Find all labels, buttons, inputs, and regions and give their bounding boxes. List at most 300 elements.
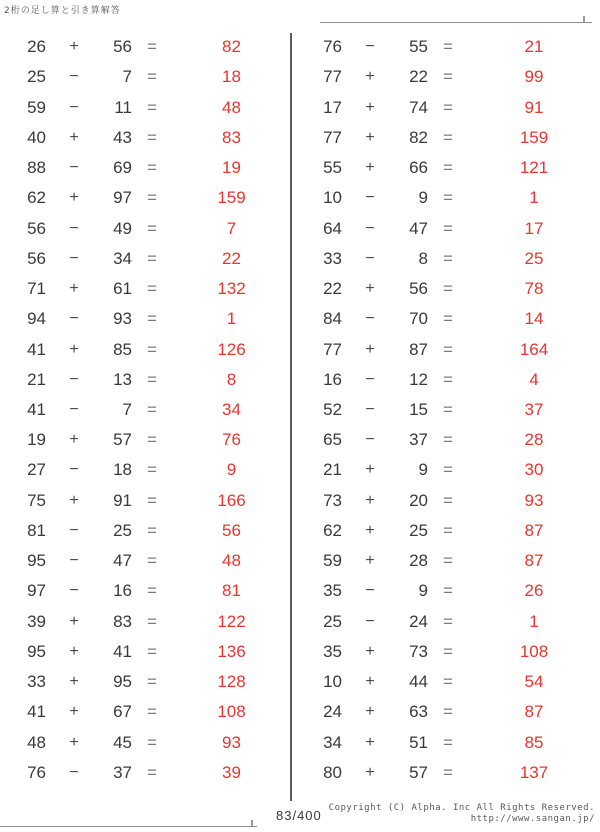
operator: − (69, 219, 79, 237)
operand-a: 59 (27, 97, 46, 117)
operator: − (69, 98, 79, 116)
operand-b: 44 (409, 672, 428, 692)
operand-b: 47 (409, 218, 428, 238)
operand-b: 57 (113, 430, 132, 450)
operand-a: 80 (323, 762, 342, 782)
operand-a: 77 (323, 67, 342, 87)
answer: 159 (519, 127, 549, 147)
operator: − (69, 370, 79, 388)
answer: 19 (222, 158, 241, 178)
operand-a: 35 (323, 641, 342, 661)
copyright-line: Copyright (C) Alpha. Inc All Rights Reserved. (328, 803, 595, 813)
operand-b: 73 (409, 641, 428, 661)
operator: + (365, 673, 375, 691)
operator: + (365, 128, 375, 146)
operand-b: 70 (409, 309, 428, 329)
equals-sign: = (443, 762, 453, 782)
equals-sign: = (443, 520, 453, 540)
equation-row (296, 153, 600, 183)
equals-sign: = (147, 702, 157, 722)
answer: 56 (222, 520, 241, 540)
operand-a: 52 (323, 399, 342, 419)
operand-a: 10 (323, 672, 342, 692)
operand-a: 97 (27, 581, 46, 601)
operator: + (365, 642, 375, 660)
operator: + (69, 128, 79, 146)
equals-sign: = (147, 97, 157, 117)
operator: − (69, 68, 79, 86)
operand-a: 41 (27, 399, 46, 419)
operand-b: 7 (122, 67, 132, 87)
equals-sign: = (443, 309, 453, 329)
operand-a: 40 (27, 127, 46, 147)
equals-sign: = (147, 309, 157, 329)
equation-row (296, 637, 600, 667)
equation-row (296, 334, 600, 364)
equation-row (296, 697, 600, 727)
equation-row (0, 607, 291, 637)
operand-a: 24 (323, 702, 342, 722)
answer: 1 (226, 309, 237, 329)
operand-a: 16 (323, 369, 342, 389)
equation-row (0, 395, 291, 425)
answer: 34 (222, 399, 241, 419)
operand-a: 21 (27, 369, 46, 389)
answer: 26 (524, 581, 544, 601)
equals-sign: = (443, 641, 453, 661)
equation-row (296, 455, 600, 485)
equals-sign: = (147, 218, 157, 238)
equals-sign: = (147, 581, 157, 601)
equation-row (296, 92, 600, 122)
equation-row (296, 274, 600, 304)
answer: 83 (222, 127, 241, 147)
bottom-rule (0, 826, 257, 827)
equation-row (296, 123, 600, 153)
operator: + (69, 280, 79, 298)
operand-a: 22 (323, 279, 342, 299)
equals-sign: = (147, 339, 157, 359)
equals-sign: = (147, 762, 157, 782)
operator: + (69, 733, 79, 751)
equation-row (0, 62, 291, 92)
equals-sign: = (443, 248, 453, 268)
equation-row (296, 758, 600, 788)
operand-b: 74 (409, 97, 428, 117)
equation-row (0, 758, 291, 788)
equation-row (296, 667, 600, 697)
operand-a: 39 (27, 611, 46, 631)
operand-b: 97 (113, 188, 132, 208)
column-right (296, 32, 600, 788)
operator: + (365, 491, 375, 509)
answer: 78 (524, 279, 544, 299)
equation-row (296, 244, 600, 274)
operator: − (365, 612, 375, 630)
operator: − (69, 521, 79, 539)
equation-row (296, 213, 600, 243)
equals-sign: = (443, 611, 453, 631)
operator: + (69, 703, 79, 721)
operator: + (365, 461, 375, 479)
answer: 76 (222, 430, 241, 450)
equals-sign: = (147, 611, 157, 631)
operand-b: 47 (113, 551, 132, 571)
operand-a: 25 (27, 67, 46, 87)
equals-sign: = (443, 188, 453, 208)
equals-sign: = (443, 672, 453, 692)
answer: 14 (524, 309, 544, 329)
answer: 166 (217, 490, 246, 510)
operand-b: 95 (113, 672, 132, 692)
operand-b: 22 (409, 67, 428, 87)
operand-a: 73 (323, 490, 342, 510)
operand-a: 88 (27, 158, 46, 178)
equals-sign: = (443, 67, 453, 87)
equation-row (296, 546, 600, 576)
answer: 93 (524, 490, 544, 510)
answer: 137 (519, 762, 549, 782)
operand-a: 21 (323, 460, 342, 480)
operand-a: 33 (27, 672, 46, 692)
operand-b: 91 (113, 490, 132, 510)
equals-sign: = (147, 67, 157, 87)
operand-b: 18 (113, 460, 132, 480)
operator: − (365, 582, 375, 600)
operand-a: 84 (323, 309, 342, 329)
operator: − (365, 431, 375, 449)
equation-row (0, 425, 291, 455)
answer: 126 (217, 339, 246, 359)
equals-sign: = (443, 279, 453, 299)
operand-b: 69 (113, 158, 132, 178)
equals-sign: = (443, 490, 453, 510)
equals-sign: = (147, 460, 157, 480)
equation-row (0, 32, 291, 62)
operand-b: 93 (113, 309, 132, 329)
equals-sign: = (443, 460, 453, 480)
equals-sign: = (443, 369, 453, 389)
operand-b: 37 (409, 430, 428, 450)
operand-a: 26 (27, 37, 46, 57)
operator: + (69, 642, 79, 660)
equation-row (0, 153, 291, 183)
answer: 1 (529, 611, 539, 631)
equals-sign: = (443, 732, 453, 752)
operator: − (365, 249, 375, 267)
operator: − (69, 249, 79, 267)
answer: 9 (226, 460, 237, 480)
page-title: 2桁の足し算と引き算解答 (4, 6, 121, 16)
equals-sign: = (147, 551, 157, 571)
answer: 18 (222, 67, 241, 87)
operator: − (365, 189, 375, 207)
operand-a: 55 (323, 158, 342, 178)
operand-a: 62 (27, 188, 46, 208)
answer: 159 (217, 188, 246, 208)
operand-b: 37 (113, 762, 132, 782)
equation-row (0, 334, 291, 364)
equation-row (0, 92, 291, 122)
equals-sign: = (147, 520, 157, 540)
operand-b: 9 (418, 188, 428, 208)
answer: 91 (524, 97, 544, 117)
answer: 136 (217, 641, 246, 661)
answer: 37 (524, 399, 544, 419)
equals-sign: = (147, 672, 157, 692)
page-number: 83/400 (276, 808, 322, 823)
operator: − (365, 400, 375, 418)
operator: + (365, 98, 375, 116)
operand-b: 9 (418, 460, 428, 480)
equals-sign: = (147, 641, 157, 661)
equals-sign: = (147, 732, 157, 752)
operator: − (69, 461, 79, 479)
operand-a: 35 (323, 581, 342, 601)
equation-row (296, 62, 600, 92)
operator: + (69, 612, 79, 630)
operator: + (69, 431, 79, 449)
operand-a: 76 (27, 762, 46, 782)
operand-b: 34 (113, 248, 132, 268)
operator: + (69, 189, 79, 207)
operand-b: 24 (409, 611, 428, 631)
operand-a: 75 (27, 490, 46, 510)
equation-row (0, 486, 291, 516)
operand-b: 8 (418, 248, 428, 268)
equation-row (296, 365, 600, 395)
equals-sign: = (147, 127, 157, 147)
operator: − (69, 763, 79, 781)
equation-row (296, 576, 600, 606)
operand-b: 63 (409, 702, 428, 722)
operator: + (365, 733, 375, 751)
answer: 39 (222, 762, 241, 782)
answer: 28 (524, 430, 544, 450)
equation-row (296, 425, 600, 455)
equals-sign: = (443, 127, 453, 147)
answer: 21 (524, 37, 544, 57)
operand-a: 95 (27, 551, 46, 571)
equals-sign: = (443, 339, 453, 359)
operator: + (365, 159, 375, 177)
answer: 8 (226, 369, 237, 389)
operator: + (69, 340, 79, 358)
equation-row (0, 637, 291, 667)
operand-a: 56 (27, 218, 46, 238)
operand-b: 56 (409, 279, 428, 299)
operand-b: 49 (113, 218, 132, 238)
equals-sign: = (443, 430, 453, 450)
answer: 99 (524, 67, 544, 87)
answer: 30 (524, 460, 544, 480)
equals-sign: = (147, 430, 157, 450)
operand-a: 33 (323, 248, 342, 268)
equals-sign: = (443, 37, 453, 57)
operand-a: 56 (27, 248, 46, 268)
answer: 128 (217, 672, 246, 692)
operator: + (69, 673, 79, 691)
equation-row (0, 455, 291, 485)
equation-row (296, 304, 600, 334)
operand-a: 94 (27, 309, 46, 329)
equals-sign: = (443, 551, 453, 571)
column-left (0, 32, 291, 788)
operand-b: 43 (113, 127, 132, 147)
operand-b: 25 (113, 520, 132, 540)
equals-sign: = (443, 399, 453, 419)
operand-a: 77 (323, 339, 342, 359)
answer: 108 (519, 641, 549, 661)
operator: − (365, 310, 375, 328)
operand-b: 41 (113, 641, 132, 661)
operand-a: 59 (323, 551, 342, 571)
answer: 48 (222, 551, 241, 571)
operand-b: 7 (122, 399, 132, 419)
operand-b: 11 (114, 97, 132, 117)
operator: + (365, 521, 375, 539)
equation-row (296, 183, 600, 213)
equals-sign: = (147, 369, 157, 389)
equals-sign: = (443, 581, 453, 601)
equation-row (296, 486, 600, 516)
answer: 122 (217, 611, 246, 631)
equation-row (0, 213, 291, 243)
equation-row (296, 516, 600, 546)
operand-b: 56 (113, 37, 132, 57)
equation-row (0, 304, 291, 334)
answer: 93 (222, 732, 241, 752)
operand-a: 95 (27, 641, 46, 661)
answer: 25 (524, 248, 544, 268)
operator: − (69, 400, 79, 418)
operand-b: 12 (409, 369, 428, 389)
column-divider (290, 33, 292, 801)
equation-row (0, 274, 291, 304)
answer: 108 (217, 702, 246, 722)
equals-sign: = (443, 97, 453, 117)
operand-a: 71 (27, 279, 46, 299)
operand-b: 87 (409, 339, 428, 359)
operand-b: 25 (409, 520, 428, 540)
answer: 132 (217, 279, 246, 299)
operator: + (365, 763, 375, 781)
equals-sign: = (443, 702, 453, 722)
answer: 48 (222, 97, 241, 117)
operand-b: 9 (418, 581, 428, 601)
operand-a: 81 (27, 520, 46, 540)
operand-b: 51 (409, 732, 428, 752)
answer: 87 (524, 520, 544, 540)
answer: 82 (222, 37, 241, 57)
equation-row (0, 546, 291, 576)
operator: − (69, 159, 79, 177)
copyright-url: http://www.sangan.jp/ (470, 814, 595, 824)
equation-row (0, 728, 291, 758)
operand-b: 61 (113, 279, 132, 299)
equals-sign: = (147, 279, 157, 299)
operand-a: 17 (323, 97, 342, 117)
operand-a: 41 (27, 339, 46, 359)
answer: 1 (529, 188, 539, 208)
operand-a: 76 (323, 37, 342, 57)
equals-sign: = (443, 158, 453, 178)
equation-row (296, 607, 600, 637)
operand-b: 20 (409, 490, 428, 510)
operator: − (69, 582, 79, 600)
operand-a: 27 (27, 460, 46, 480)
operand-a: 25 (323, 611, 342, 631)
operator: − (365, 370, 375, 388)
operand-b: 55 (409, 37, 428, 57)
equation-row (0, 576, 291, 606)
equation-row (0, 516, 291, 546)
answer: 85 (524, 732, 544, 752)
operator: + (365, 68, 375, 86)
operand-b: 57 (409, 762, 428, 782)
equals-sign: = (147, 248, 157, 268)
equals-sign: = (147, 188, 157, 208)
answer: 121 (519, 158, 549, 178)
equals-sign: = (147, 37, 157, 57)
copyright-block (329, 803, 595, 825)
operand-a: 65 (323, 430, 342, 450)
equation-row (0, 365, 291, 395)
answer: 54 (524, 672, 544, 692)
answer: 87 (524, 551, 544, 571)
operator: − (69, 310, 79, 328)
answer: 87 (524, 702, 544, 722)
answer: 7 (226, 218, 237, 238)
equals-sign: = (147, 490, 157, 510)
operator: − (365, 219, 375, 237)
operand-b: 66 (409, 158, 428, 178)
equals-sign: = (147, 399, 157, 419)
operator: − (365, 38, 375, 56)
equation-row (296, 32, 600, 62)
operator: + (365, 703, 375, 721)
answer: 22 (222, 248, 241, 268)
top-tick-mark (583, 16, 585, 22)
operand-b: 45 (113, 732, 132, 752)
equation-row (0, 697, 291, 727)
equation-row (296, 395, 600, 425)
operator: + (69, 38, 79, 56)
operator: + (69, 491, 79, 509)
equals-sign: = (443, 218, 453, 238)
answer: 81 (222, 581, 241, 601)
operator: + (365, 552, 375, 570)
equation-row (296, 728, 600, 758)
equation-row (0, 123, 291, 153)
operand-b: 85 (113, 339, 132, 359)
equation-row (0, 183, 291, 213)
operand-b: 83 (113, 611, 132, 631)
operand-b: 15 (409, 399, 428, 419)
operand-b: 16 (113, 581, 132, 601)
equation-row (0, 667, 291, 697)
operator: + (365, 340, 375, 358)
operand-a: 34 (323, 732, 342, 752)
equals-sign: = (147, 158, 157, 178)
operand-a: 77 (323, 127, 342, 147)
operand-a: 62 (323, 520, 342, 540)
operand-b: 13 (113, 369, 132, 389)
answer: 17 (524, 218, 544, 238)
operand-a: 10 (323, 188, 342, 208)
bottom-tick-mark (251, 820, 253, 826)
operand-b: 82 (409, 127, 428, 147)
